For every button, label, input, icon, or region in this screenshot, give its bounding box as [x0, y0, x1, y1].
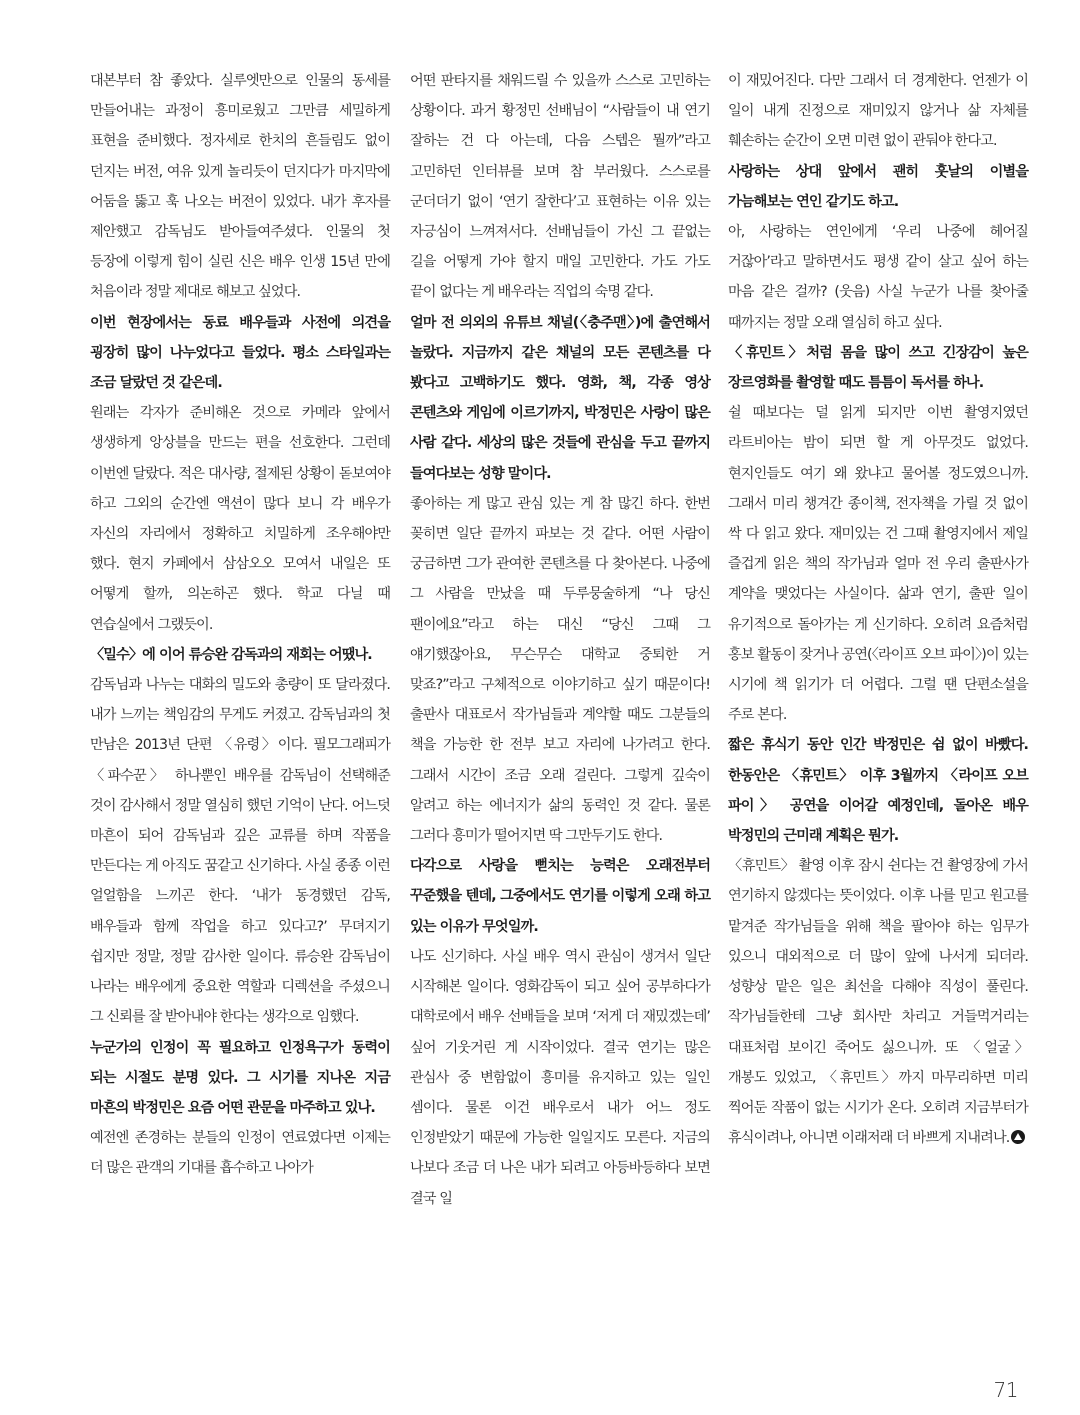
- question-paragraph: 이번 현장에서는 동료 배우들과 사전에 의견을 굉장히 많이 나누었다고 들었다. 평소 스타일과는 조금 달랐던 것 같은데.: [90, 314, 390, 392]
- answer-paragraph: 이 재밌어진다. 다만 그래서 더 경계한다. 언젠가 이 일이 내게 진정으로 재미있지 않거나 삶 자체를 훼손하는 순간이 오면 미련 없이 관둬야 한다고.: [728, 73, 1028, 150]
- text-column-2: [410, 66, 710, 1214]
- answer-paragraph: 대본부터 참 좋았다. 실루엣만으로 인물의 동세를 만들어내는 과정이 흥미로웠고 그만큼 세밀하게 표현을 준비했다. 정자세로 한치의 흔들림도 없이 던지는 버전, 여유 있게 놀리듯이 던지다가 마지막에 어둠을 뚫고 훅 나오는 버전이 있었다. 내가 후자를 제안했고 감독님도 받아들여주셨다. 인물의 첫 등장에 이렇게 힘이 실린 신은 배우 인생 15년 만에 처음이라 정말 제대로 해보고 싶었다.: [90, 73, 390, 301]
- answer-paragraph: [728, 851, 1028, 1153]
- answer-paragraph: 좋아하는 게 많고 관심 있는 게 참 많긴 하다. 한번 꽂히면 일단 끝까지 파보는 것 같다. 어떤 사람이 궁금하면 그가 관여한 콘텐츠를 다 찾아본다. 나중에 그 사람을 만났을 때 두루뭉술하게 “나 당신 팬이에요”라고 하는 대신 “당신 그때 그 얘기했잖아요, 무슨무슨 대학교 중퇴한 거 맞죠?”라고 구체적으로 이야기하고 싶기 때문이다! 출판사 대표로서 작가님들과 계약할 때도 그분들의 책을 가능한 한 전부 보고 자리에 나가려고 한다. 그래서 시간이 조금 오래 걸린다. 그렇게 깊숙이 알려고 하는 에너지가 삶의 동력인 것 같다. 물론 그러다 흥미가 떨어지면 딱 그만두기도 한다.: [410, 495, 710, 845]
- answer-paragraph: 쉴 때보다는 덜 읽게 되지만 이번 촬영지였던 라트비아는 밤이 되면 할 게 아무것도 없었다. 현지인들도 여기 왜 왔냐고 물어볼 정도였으니까. 그래서 미리 챙겨간 종이책, 전자책을 가릴 것 없이 싹 다 읽고 왔다. 재미있는 건 그때 촬영지에서 제일 즐겁게 읽은 책의 작가님과 얼마 전 우리 출판사가 계약을 맺었다는 사실이다. 삶과 연기, 출판 일이 유기적으로 돌아가는 게 신기하다. 오히려 요즘처럼 홍보 활동이 잦거나 공연(〈라이프 오브 파이〉)이 있는 시기에 책 읽기가 더 어렵다. 그럴 땐 단편소설을 주로 본다.: [728, 405, 1028, 724]
- question-paragraph: 사랑하는 상대 앞에서 괜히 훗날의 이별을 가늠해보는 연인 같기도 하고.: [728, 163, 1028, 210]
- question-paragraph: 〈밀수〉에 이어 류승완 감독과의 재회는 어땠나.: [90, 646, 372, 663]
- question-paragraph: 누군가의 인정이 꼭 필요하고 인정욕구가 동력이 되는 시절도 분명 있다. 그 시기를 지나온 지금 마흔의 박정민은 요즘 어떤 관문을 마주하고 있나.: [90, 1039, 390, 1116]
- final-answer-text: 〈휴민트〉 촬영 이후 잠시 쉰다는 건 촬영장에 가서 연기하지 않겠다는 뜻이었다. 이후 나를 믿고 원고를 맡겨준 작가님들을 위해 책을 팔아야 하는 임무가 있으니 대외적으로 더 많이 앞에 나서게 되더라. 성향상 맡은 일은 최선을 다해야 직성이 풀린다. 작가님들한테 그냥 회사만 차리고 거들먹거리는 대표처럼 보이긴 죽어도 싫으니까. 또 〈얼굴〉 개봉도 있었고, 〈휴민트〉까지 마무리하면 미리 찍어둔 작품이 없는 시기가 온다. 오히려 지금부터가 휴식이려나, 아니면 이래저래 더 바쁘게 지내려나.: [728, 858, 1028, 1147]
- question-paragraph: 짧은 휴식기 동안 인간 박정민은 쉼 없이 바빴다. 한동안은 〈휴민트〉 이후 3월까지 〈라이프 오브 파이〉 공연을 이어갈 예정인데, 돌아온 배우 박정민의 근미래 계획은 뭔가.: [728, 737, 1028, 845]
- text-column-1: [90, 66, 390, 1184]
- answer-paragraph: 예전엔 존경하는 분들의 인정이 연료였다면 이제는 더 많은 관객의 기대를 흡수하고 나아가: [90, 1130, 390, 1177]
- answer-paragraph: 아, 사랑하는 연인에게 ‘우리 나중에 헤어질 거잖아’라고 말하면서도 평생 같이 살고 싶어 하는 마음 같은 걸까? (웃음) 사실 누군가 나를 찾아줄 때까지는 정말 오래 열심히 하고 싶다.: [728, 224, 1028, 331]
- answer-paragraph: 원래는 각자가 준비해온 것으로 카메라 앞에서 생생하게 앙상블을 만드는 편을 선호한다. 그런데 이번엔 달랐다. 적은 대사량, 절제된 상황이 돋보여야 하고 그외의 순간엔 액션이 많다 보니 각 배우가 자신의 자리에서 정확하고 치밀하게 조우해야만 했다. 현지 카페에서 삼삼오오 모여서 내일은 또 어떻게 할까, 의논하곤 했다. 학교 다닐 때 연습실에서 그랬듯이.: [90, 405, 390, 633]
- magazine-end-mark-icon: [1011, 1130, 1025, 1144]
- question-paragraph: 얼마 전 의외의 유튜브 채널(〈충주맨〉)에 출연해서 놀랐다. 지금까지 같은 채널의 모든 콘텐츠를 다 봤다고 고백하기도 했다. 영화, 책, 각종 영상 콘텐츠와 게임에 이르기까지, 박정민은 사랑이 많은 사람 같다. 세상의 많은 것들에 관심을 두고 끝까지 들여다보는 성향 말이다.: [410, 314, 710, 482]
- text-column-3: [728, 66, 1028, 1153]
- page-number: 71: [993, 1378, 1018, 1402]
- answer-paragraph: 나도 신기하다. 사실 배우 역시 관심이 생겨서 일단 시작해본 일이다. 영화감독이 되고 싶어 공부하다가 대학로에서 배우 선배들을 보며 ‘저게 더 재밌겠는데’ 싶어 기웃거린 게 시작이었다. 결국 연기는 많은 관심사 중 변함없이 흥미를 유지하고 있는 일인 셈이다. 물론 이건 배우로서 내가 어느 정도 인정받았기 때문에 가능한 일일지도 모른다. 지금의 나보다 조금 더 나은 내가 되려고 아등바등하다 보면 결국 일: [410, 948, 710, 1207]
- answer-paragraph: 감독님과 나누는 대화의 밀도와 총량이 또 달라졌다. 내가 느끼는 책임감의 무게도 커졌고. 감독님과의 첫 만남은 2013년 단편 〈유령〉이다. 필모그래피가 〈파수꾼〉 하나뿐인 배우를 감독님이 선택해준 것이 감사해서 정말 열심히 했던 기억이 난다. 어느덧 마흔이 되어 감독님과 깊은 교류를 하며 작품을 만든다는 게 아직도 꿈같고 신기하다. 사실 종종 이런 얼얼함을 느끼곤 한다. ‘내가 동경했던 감독, 배우들과 함께 작업을 하고 있다고?’ 무뎌지기 쉽지만 정말, 정말 감사한 일이다. 류승완 감독님이 나라는 배우에게 중요한 역할과 디렉션을 주셨으니 그 신뢰를 잘 받아내야 한다는 생각으로 임했다.: [90, 677, 390, 1026]
- question-paragraph: 다각으로 사랑을 뻗치는 능력은 오래전부터 꾸준했을 텐데, 그중에서도 연기를 이렇게 오래 하고 있는 이유가 무엇일까.: [410, 858, 710, 935]
- answer-paragraph: 어떤 판타지를 채워드릴 수 있을까 스스로 고민하는 상황이다. 과거 황정민 선배님이 “사람들이 내 연기 잘하는 건 다 아는데, 다음 스텝은 뭘까”라고 고민하던 인터뷰를 보며 참 부러웠다. 스스로를 군더더기 없이 ‘연기 잘한다’고 표현하는 이유 있는 자긍심이 느껴져서다. 선배님들이 가신 그 끝없는 길을 어떻게 가야 할지 매일 고민한다. 가도 가도 끝이 없다는 게 배우라는 직업의 숙명 같다.: [410, 73, 710, 301]
- question-paragraph: 〈휴민트〉처럼 몸을 많이 쓰고 긴장감이 높은 장르영화를 촬영할 때도 틈틈이 독서를 하나.: [728, 344, 1028, 392]
